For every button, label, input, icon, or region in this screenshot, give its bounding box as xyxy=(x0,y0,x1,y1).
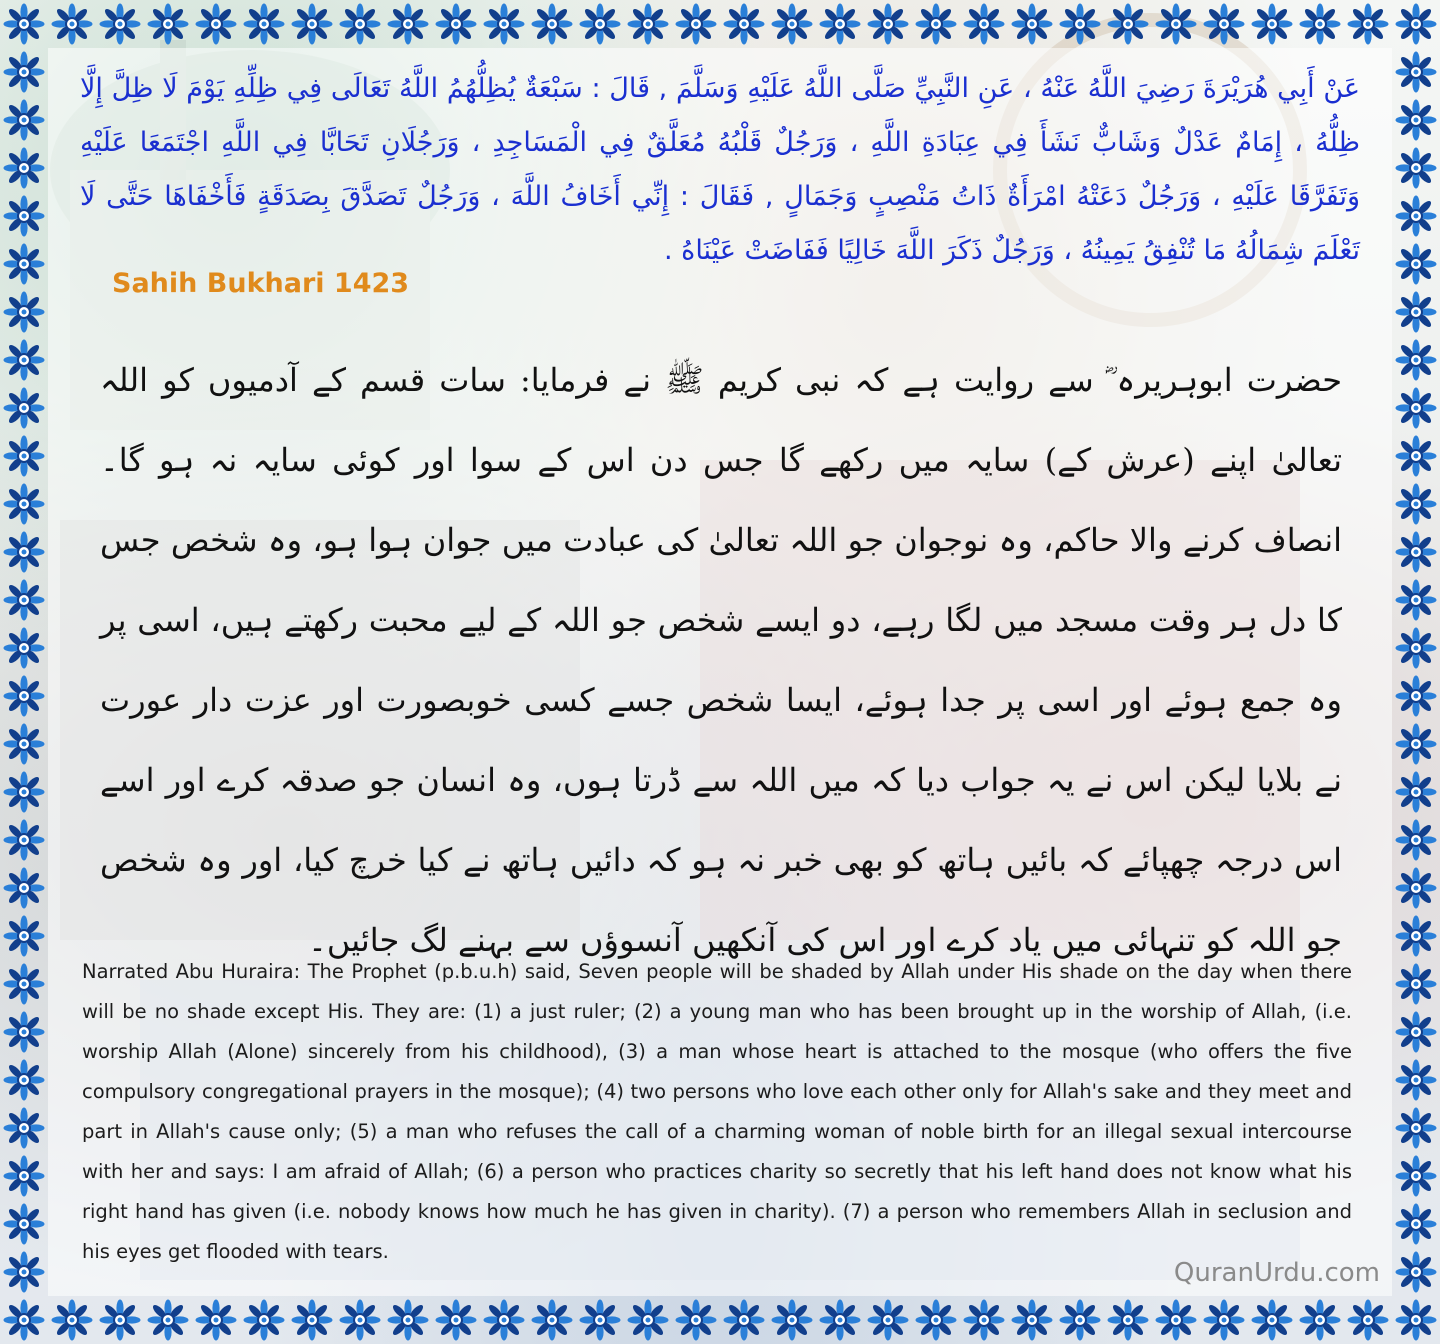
frame-left xyxy=(0,48,48,1296)
floral-star-tile-icon xyxy=(480,0,528,48)
floral-star-tile-icon xyxy=(0,0,48,48)
floral-star-tile-icon xyxy=(1392,240,1440,288)
floral-star-tile-icon xyxy=(1392,720,1440,768)
floral-star-tile-icon xyxy=(0,576,48,624)
floral-star-tile-icon xyxy=(432,0,480,48)
floral-star-tile-icon xyxy=(1392,432,1440,480)
floral-star-tile-icon xyxy=(576,0,624,48)
floral-star-tile-icon xyxy=(1296,0,1344,48)
floral-star-tile-icon xyxy=(192,0,240,48)
floral-star-tile-icon xyxy=(0,192,48,240)
floral-star-tile-icon xyxy=(1392,576,1440,624)
floral-star-tile-icon xyxy=(1392,1056,1440,1104)
hadith-source-label: Sahih Bukhari 1423 xyxy=(112,268,410,299)
arabic-hadith-text: عَنْ أَبِي هُرَيْرَةَ رَضِيَ اللَّهُ عَنْهُ ، عَنِ النَّبِيِّ صَلَّى اللَّهُ عَلَيْهِ وَسَلَّمَ , قَالَ : سَبْعَةٌ يُظِلُّهُمُ اللَّهُ تَعَالَى فِي ظِلِّهِ يَوْمَ لَا ظِلَّ إِلَّا ظِلُّهُ ، إِمَامٌ عَدْلٌ وَشَابٌّ نَشَأَ فِي عِبَادَةِ اللَّهِ ، وَرَجُلٌ قَلْبُهُ مُعَلَّقٌ فِي الْمَسَاجِدِ ، وَرَجُلَانِ تَحَابَّا فِي اللَّهِ اجْتَمَعَا عَلَيْهِ وَتَفَرَّقَا عَلَيْهِ ، وَرَجُلٌ دَعَتْهُ امْرَأَةٌ ذَاتُ مَنْصِبٍ وَجَمَالٍ , فَقَالَ : إِنِّي أَخَافُ اللَّهَ ، وَرَجُلٌ تَصَدَّقَ بِصَدَقَةٍ فَأَخْفَاهَا حَتَّى لَا تَعْلَمَ شِمَالُهُ مَا تُنْفِقُ يَمِينُهُ ، وَرَجُلٌ ذَكَرَ اللَّهَ خَالِيًا فَفَاضَتْ عَيْنَاهُ . xyxy=(80,73,1360,266)
floral-star-tile-icon xyxy=(432,1296,480,1344)
floral-star-tile-icon xyxy=(48,1296,96,1344)
floral-star-tile-icon xyxy=(624,1296,672,1344)
floral-star-tile-icon xyxy=(144,1296,192,1344)
floral-star-tile-icon xyxy=(1392,816,1440,864)
floral-star-tile-icon xyxy=(96,0,144,48)
floral-star-tile-icon xyxy=(1392,1152,1440,1200)
floral-star-tile-icon xyxy=(240,1296,288,1344)
floral-star-tile-icon xyxy=(1392,1248,1440,1296)
floral-star-tile-icon xyxy=(288,0,336,48)
floral-star-tile-icon xyxy=(288,1296,336,1344)
floral-star-tile-icon xyxy=(1392,864,1440,912)
floral-star-tile-icon xyxy=(816,0,864,48)
floral-star-tile-icon xyxy=(192,1296,240,1344)
floral-star-tile-icon xyxy=(336,1296,384,1344)
floral-star-tile-icon xyxy=(0,624,48,672)
floral-star-tile-icon xyxy=(1008,0,1056,48)
floral-star-tile-icon xyxy=(1392,672,1440,720)
floral-star-tile-icon xyxy=(0,720,48,768)
floral-star-tile-icon xyxy=(1344,0,1392,48)
floral-star-tile-icon xyxy=(0,528,48,576)
floral-star-tile-icon xyxy=(1200,1296,1248,1344)
floral-star-tile-icon xyxy=(672,0,720,48)
floral-star-tile-icon xyxy=(0,480,48,528)
floral-star-tile-icon xyxy=(0,768,48,816)
floral-star-tile-icon xyxy=(384,0,432,48)
floral-star-tile-icon xyxy=(0,1056,48,1104)
floral-star-tile-icon xyxy=(768,1296,816,1344)
floral-star-tile-icon xyxy=(1392,288,1440,336)
floral-star-tile-icon xyxy=(1392,912,1440,960)
floral-star-tile-icon xyxy=(1248,0,1296,48)
floral-star-tile-icon xyxy=(1104,1296,1152,1344)
floral-star-tile-icon xyxy=(0,336,48,384)
floral-star-tile-icon xyxy=(0,816,48,864)
floral-star-tile-icon xyxy=(480,1296,528,1344)
floral-star-tile-icon xyxy=(1392,960,1440,1008)
floral-star-tile-icon xyxy=(1392,336,1440,384)
floral-star-tile-icon xyxy=(1392,1104,1440,1152)
floral-star-tile-icon xyxy=(96,1296,144,1344)
floral-star-tile-icon xyxy=(144,0,192,48)
floral-star-tile-icon xyxy=(912,1296,960,1344)
floral-star-tile-icon xyxy=(0,1200,48,1248)
floral-star-tile-icon xyxy=(0,672,48,720)
floral-star-tile-icon xyxy=(672,1296,720,1344)
floral-star-tile-icon xyxy=(864,1296,912,1344)
floral-star-tile-icon xyxy=(1056,1296,1104,1344)
floral-star-tile-icon xyxy=(1392,1296,1440,1344)
floral-star-tile-icon xyxy=(0,1296,48,1344)
floral-star-tile-icon xyxy=(0,960,48,1008)
floral-star-tile-icon xyxy=(960,1296,1008,1344)
floral-star-tile-icon xyxy=(624,0,672,48)
english-translation-text: Narrated Abu Huraira: The Prophet (p.b.u.h) said, Seven people will be shaded by Allah under His shade on the day when there will be no shade except His. They are: (1) a just ruler; (2) a young man who has been brought up in the worship of Allah, (i.e. worship Allah (Alone) sincerely from his childhood), (3) a man whose heart is attached to the mosque (who offers the five compulsory congregational prayers in the mosque); (4) two persons who love each other only for Allah's sake and they meet and part in Allah's cause only; (5) a man who refuses the call of a charming woman of noble birth for an illegal sexual intercourse with her and says: I am afraid of Allah; (6) a person who practices charity so secretly that his left hand does not know what his right hand has given (i.e. nobody knows how much he has given in charity). (7) a person who remembers Allah in seclusion and his eyes get flooded with tears. xyxy=(82,960,1352,1263)
floral-star-tile-icon xyxy=(1392,1200,1440,1248)
floral-star-tile-icon xyxy=(0,1008,48,1056)
floral-star-tile-icon xyxy=(1296,1296,1344,1344)
floral-star-tile-icon xyxy=(1392,144,1440,192)
floral-star-tile-icon xyxy=(768,0,816,48)
floral-star-tile-icon xyxy=(1152,1296,1200,1344)
floral-star-tile-icon xyxy=(1200,0,1248,48)
floral-star-tile-icon xyxy=(0,1248,48,1296)
floral-star-tile-icon xyxy=(528,0,576,48)
floral-star-tile-icon xyxy=(0,96,48,144)
floral-star-tile-icon xyxy=(1392,528,1440,576)
floral-star-tile-icon xyxy=(1392,624,1440,672)
floral-star-tile-icon xyxy=(864,0,912,48)
floral-star-tile-icon xyxy=(0,864,48,912)
floral-star-tile-icon xyxy=(1152,0,1200,48)
floral-star-tile-icon xyxy=(1344,1296,1392,1344)
floral-star-tile-icon xyxy=(0,288,48,336)
floral-star-tile-icon xyxy=(1392,480,1440,528)
frame-right xyxy=(1392,48,1440,1296)
floral-star-tile-icon xyxy=(1392,192,1440,240)
floral-star-tile-icon xyxy=(384,1296,432,1344)
floral-star-tile-icon xyxy=(1008,1296,1056,1344)
floral-star-tile-icon xyxy=(1392,0,1440,48)
floral-star-tile-icon xyxy=(720,1296,768,1344)
floral-star-tile-icon xyxy=(48,0,96,48)
floral-star-tile-icon xyxy=(336,0,384,48)
floral-star-tile-icon xyxy=(0,240,48,288)
floral-star-tile-icon xyxy=(0,912,48,960)
floral-star-tile-icon xyxy=(0,432,48,480)
floral-star-tile-icon xyxy=(0,384,48,432)
floral-star-tile-icon xyxy=(0,1152,48,1200)
floral-star-tile-icon xyxy=(1392,384,1440,432)
floral-star-tile-icon xyxy=(0,144,48,192)
urdu-translation-text: حضرت ابوہریرہ ؓ سے روایت ہے کہ نبی کریم ﷺ نے فرمایا: سات قسم کے آدمیوں کو اللہ تعالیٰ اپنے (عرش کے) سایہ میں رکھے گا جس دن اس کے سوا اور کوئی سایہ نہ ہو گا۔ انصاف کرنے والا حاکم، وہ نوجوان جو اللہ تعالیٰ کی عبادت میں جوان ہوا ہو، وہ شخص جس کا دل ہر وقت مسجد میں لگا رہے، دو ایسے شخص جو اللہ کے لیے محبت رکھتے ہیں، اسی پر وہ جمع ہوئے اور اسی پر جدا ہوئے، ایسا شخص جسے کسی خوبصورت اور عزت دار عورت نے بلایا لیکن اس نے یہ جواب دیا کہ میں اللہ سے ڈرتا ہوں، وہ انسان جو صدقہ کرے اور اسے اس درجہ چھپائے کہ بائیں ہاتھ کو بھی خبر نہ ہو کہ دائیں ہاتھ نے کیا خرچ کیا، اور وہ شخص جو اللہ کو تنہائی میں یاد کرے اور اس کی آنکھیں آنسوؤں سے بہنے لگ جائیں۔ xyxy=(100,361,1342,959)
frame-bottom xyxy=(0,1296,1440,1344)
floral-star-tile-icon xyxy=(576,1296,624,1344)
floral-star-tile-icon xyxy=(720,0,768,48)
floral-star-tile-icon xyxy=(1392,1008,1440,1056)
floral-star-tile-icon xyxy=(528,1296,576,1344)
floral-star-tile-icon xyxy=(1392,96,1440,144)
floral-star-tile-icon xyxy=(0,1104,48,1152)
floral-star-tile-icon xyxy=(960,0,1008,48)
floral-star-tile-icon xyxy=(1104,0,1152,48)
floral-star-tile-icon xyxy=(816,1296,864,1344)
floral-star-tile-icon xyxy=(1392,768,1440,816)
floral-star-tile-icon xyxy=(1392,48,1440,96)
frame-top xyxy=(0,0,1440,48)
floral-star-tile-icon xyxy=(1248,1296,1296,1344)
floral-star-tile-icon xyxy=(1056,0,1104,48)
floral-star-tile-icon xyxy=(240,0,288,48)
floral-star-tile-icon xyxy=(0,48,48,96)
floral-star-tile-icon xyxy=(912,0,960,48)
site-watermark: QuranUrdu.com xyxy=(1173,1258,1380,1288)
